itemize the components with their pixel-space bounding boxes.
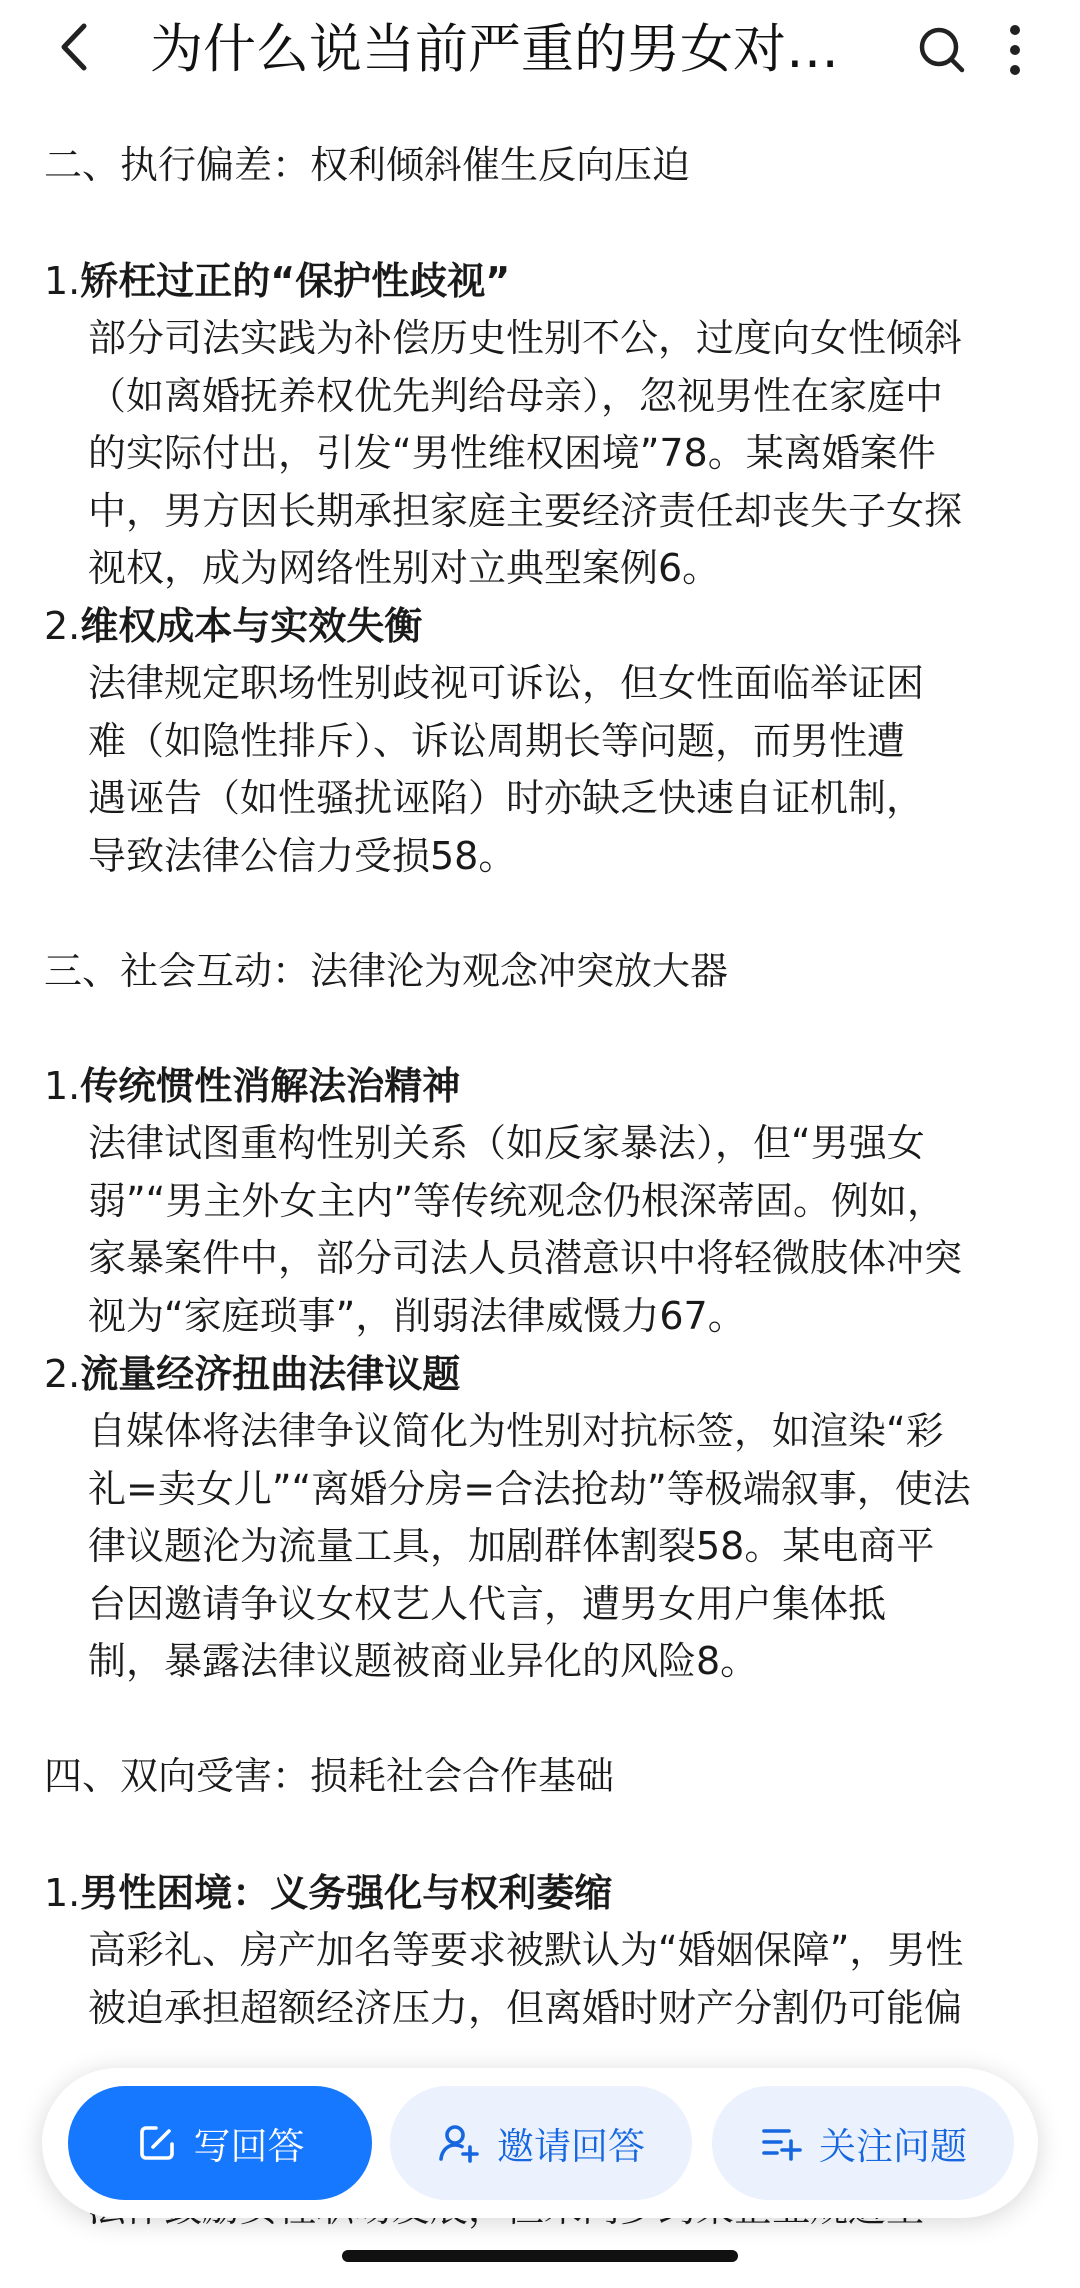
paragraph bbox=[88, 310, 1058, 598]
list-item-title-text: 流量经济扭曲法律议题 bbox=[80, 1352, 461, 1396]
list-number: 1. bbox=[44, 1064, 81, 1108]
section-heading: 三、社会互动：法律沦为观念冲突放大器 bbox=[44, 949, 729, 993]
follow-question-button[interactable] bbox=[712, 2086, 1014, 2200]
list-item-title-text: 维权成本与实效失衡 bbox=[80, 604, 423, 648]
list-number: 1. bbox=[44, 259, 81, 303]
list-item-title bbox=[44, 1345, 460, 1403]
paragraph-line: 弱”“男主外女主内”等传统观念仍根深蒂固。例如， bbox=[88, 1178, 946, 1223]
paragraph bbox=[88, 1115, 1058, 1345]
invite-answer-label: 邀请回答 bbox=[497, 2125, 645, 2168]
write-answer-label: 写回答 bbox=[193, 2125, 305, 2168]
write-answer-button[interactable] bbox=[68, 2086, 372, 2200]
paragraph-line: 遇诬告（如性骚扰诬陷）时亦缺乏快速自证机制， bbox=[88, 776, 925, 820]
paragraph bbox=[88, 1922, 1058, 2037]
follow-question-label: 关注问题 bbox=[819, 2125, 967, 2168]
paragraph-line: 法律试图重构性别关系（如反家暴法），但“男强女 bbox=[88, 1121, 925, 1165]
list-item-title-text: 矫枉过正的“保护性歧视” bbox=[80, 259, 511, 303]
paragraph-line: （如离婚抚养权优先判给母亲），忽视男性在家庭中 bbox=[88, 373, 944, 418]
paragraph-line: 台因邀请争议女权艺人代言，遭男女用户集体抵 bbox=[88, 1581, 887, 1626]
paragraph-line: 制，暴露法律议题被商业异化的风险8。 bbox=[88, 1639, 759, 1683]
list-item-title bbox=[44, 252, 510, 310]
top-app-bar bbox=[0, 0, 1080, 112]
paragraph-line: 法律规定职场性别歧视可诉讼，但女性面临举证困 bbox=[88, 661, 925, 705]
more-vertical-icon[interactable] bbox=[1003, 20, 1027, 80]
list-number: 1. bbox=[44, 1871, 81, 1915]
list-item-title-text: 男性困境：义务强化与权利萎缩 bbox=[80, 1871, 613, 1915]
question-title: 为什么说当前严重的男女对… bbox=[150, 19, 839, 80]
home-indicator[interactable] bbox=[342, 2250, 738, 2262]
list-item-title bbox=[44, 1057, 460, 1115]
follow-list-icon bbox=[759, 2121, 803, 2165]
edit-icon bbox=[136, 2122, 178, 2164]
paragraph-line: 自媒体将法律争议简化为性别对抗标签，如渲染“彩 bbox=[88, 1409, 944, 1453]
paragraph-line: 高彩礼、房产加名等要求被默认为“婚姻保障”，男性 bbox=[88, 1928, 964, 1972]
section-heading: 二、执行偏差：权利倾斜催生反向压迫 bbox=[44, 143, 691, 187]
paragraph-line: 难（如隐性排斥）、诉讼周期长等问题，而男性遭 bbox=[88, 718, 906, 763]
answer-content[interactable] bbox=[0, 112, 1080, 2288]
paragraph-line: 律议题沦为流量工具，加剧群体割裂58。某电商平 bbox=[88, 1524, 935, 1568]
paragraph-line: 礼=卖女儿”“离婚分房=合法抢劫”等极端叙事，使法 bbox=[88, 1466, 971, 1511]
list-item-title bbox=[44, 597, 422, 655]
bottom-action-bar bbox=[42, 2068, 1038, 2218]
list-number: 2. bbox=[44, 604, 81, 648]
list-item-title-text: 传统惯性消解法治精神 bbox=[80, 1064, 461, 1108]
paragraph-line: 部分司法实践为补偿历史性别不公，过度向女性倾斜 bbox=[88, 316, 963, 360]
paragraph-line: 导致法律公信力受损58。 bbox=[88, 833, 517, 878]
paragraph-line: 视为“家庭琐事”，削弱法律威慑力67。 bbox=[88, 1293, 746, 1338]
invite-user-icon bbox=[437, 2121, 481, 2165]
paragraph bbox=[88, 655, 1058, 885]
invite-answer-button[interactable] bbox=[390, 2086, 692, 2200]
section-heading: 四、双向受害：损耗社会合作基础 bbox=[44, 1754, 615, 1798]
list-item-title bbox=[44, 1864, 612, 1922]
paragraph-line: 家暴案件中，部分司法人员潜意识中将轻微肢体冲突 bbox=[88, 1236, 963, 1280]
paragraph-line: 视权，成为网络性别对立典型案例6。 bbox=[88, 546, 721, 590]
search-icon[interactable] bbox=[914, 22, 970, 78]
paragraph-line: 被迫承担超额经济压力，但离婚时财产分割仍可能偏 bbox=[88, 1985, 963, 2030]
list-number: 2. bbox=[44, 1352, 81, 1396]
paragraph-line: 的实际付出，引发“男性维权困境”78。某离婚案件 bbox=[88, 431, 936, 475]
paragraph bbox=[88, 1403, 1058, 1691]
paragraph-line: 中，男方因长期承担家庭主要经济责任却丧失子女探 bbox=[88, 488, 963, 533]
back-arrow-icon[interactable] bbox=[42, 12, 112, 82]
